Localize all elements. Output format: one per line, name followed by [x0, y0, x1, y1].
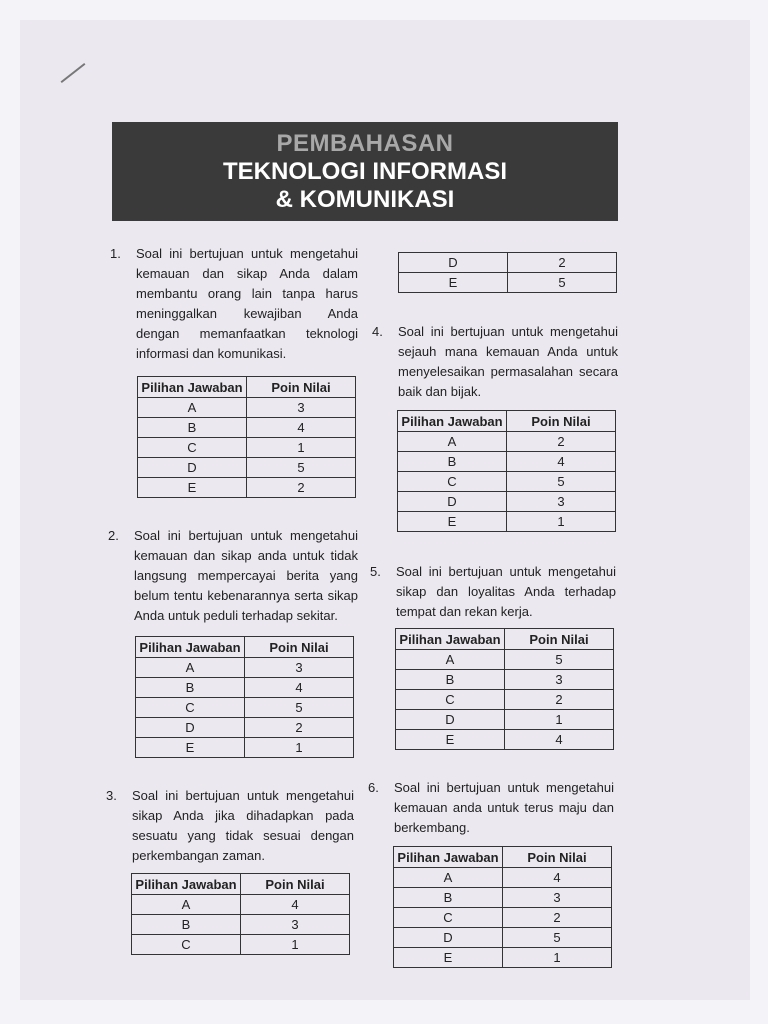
table-row [132, 935, 350, 955]
table-row [138, 398, 356, 418]
choice-cell: B [398, 452, 507, 472]
score-cell: 4 [505, 730, 614, 750]
header-choice: Pilihan Jawaban [136, 637, 245, 658]
header-score: Poin Nilai [245, 637, 354, 658]
table-header-row [132, 874, 350, 895]
choice-cell: C [396, 690, 505, 710]
table-row [136, 738, 354, 758]
choice-cell: B [138, 418, 247, 438]
choice-cell: C [132, 935, 241, 955]
score-table-4 [397, 410, 616, 532]
banner-title-line1: TEKNOLOGI INFORMASI [223, 158, 507, 185]
banner-title-line2: & KOMUNIKASI [275, 186, 455, 213]
score-cell: 5 [245, 698, 354, 718]
choice-cell: E [399, 273, 508, 293]
choice-cell: E [136, 738, 245, 758]
table-row [394, 948, 612, 968]
choice-cell: D [394, 928, 503, 948]
choice-cell: A [398, 432, 507, 452]
header-score: Poin Nilai [505, 629, 614, 650]
question-number: 2. [108, 528, 119, 543]
score-cell: 5 [247, 458, 356, 478]
question-6 [368, 778, 614, 838]
score-cell: 4 [245, 678, 354, 698]
table-row [394, 928, 612, 948]
question-number: 1. [110, 246, 121, 261]
table-row [396, 730, 614, 750]
choice-cell: A [138, 398, 247, 418]
scan-edge [750, 20, 768, 1000]
header-choice: Pilihan Jawaban [396, 629, 505, 650]
table-header-row [138, 377, 356, 398]
score-table-1 [137, 376, 356, 498]
score-cell: 5 [508, 273, 617, 293]
score-cell: 4 [241, 895, 350, 915]
score-table-3 [131, 873, 350, 955]
score-cell: 1 [503, 948, 612, 968]
title-banner [112, 122, 618, 221]
score-cell: 2 [245, 718, 354, 738]
score-cell: 1 [245, 738, 354, 758]
question-5 [370, 562, 616, 622]
score-cell: 1 [241, 935, 350, 955]
choice-cell: D [399, 253, 508, 273]
table-row [138, 438, 356, 458]
score-cell: 2 [508, 253, 617, 273]
score-cell: 2 [507, 432, 616, 452]
question-number: 4. [372, 324, 383, 339]
table-row [398, 512, 616, 532]
score-cell: 4 [247, 418, 356, 438]
table-row [396, 710, 614, 730]
header-score: Poin Nilai [247, 377, 356, 398]
choice-cell: C [394, 908, 503, 928]
table-row [136, 718, 354, 738]
question-text: Soal ini bertujuan untuk mengetahui sikap Anda jika dihadapkan pada sesuatu yang tidak sesuai dengan perkembangan zaman. [132, 788, 354, 863]
question-text: Soal ini bertujuan untuk mengetahui kemauan dan sikap Anda dalam membantu orang lain tanpa harus meninggalkan kewajiban Anda dengan memanfaatkan teknologi informasi dan komunikasi. [136, 246, 358, 361]
table-row [394, 908, 612, 928]
score-cell: 3 [503, 888, 612, 908]
score-table-5 [395, 628, 614, 750]
table-row [394, 868, 612, 888]
question-1 [110, 244, 358, 364]
header-choice: Pilihan Jawaban [394, 847, 503, 868]
score-cell: 2 [247, 478, 356, 498]
score-cell: 1 [505, 710, 614, 730]
table-row [132, 895, 350, 915]
choice-cell: A [394, 868, 503, 888]
score-table-2 [135, 636, 354, 758]
table-row [136, 678, 354, 698]
table-row [394, 888, 612, 908]
score-table-3-continued [398, 252, 617, 293]
question-4 [372, 322, 618, 402]
header-choice: Pilihan Jawaban [138, 377, 247, 398]
score-cell: 2 [505, 690, 614, 710]
choice-cell: C [138, 438, 247, 458]
table-row [399, 273, 617, 293]
table-row [398, 472, 616, 492]
table-row [399, 253, 617, 273]
choice-cell: E [396, 730, 505, 750]
table-header-row [396, 629, 614, 650]
score-table-6 [393, 846, 612, 968]
choice-cell: A [136, 658, 245, 678]
question-3 [106, 786, 354, 866]
choice-cell: E [394, 948, 503, 968]
table-row [136, 698, 354, 718]
score-cell: 1 [507, 512, 616, 532]
header-score: Poin Nilai [503, 847, 612, 868]
table-header-row [398, 411, 616, 432]
choice-cell: B [394, 888, 503, 908]
score-cell: 1 [247, 438, 356, 458]
table-row [396, 650, 614, 670]
question-number: 3. [106, 788, 117, 803]
banner-subtitle: PEMBAHASAN [276, 130, 454, 157]
table-header-row [394, 847, 612, 868]
choice-cell: E [398, 512, 507, 532]
choice-cell: A [396, 650, 505, 670]
table-row [398, 432, 616, 452]
choice-cell: D [396, 710, 505, 730]
table-row [138, 458, 356, 478]
score-cell: 3 [507, 492, 616, 512]
score-cell: 4 [503, 868, 612, 888]
table-row [136, 658, 354, 678]
score-cell: 3 [247, 398, 356, 418]
table-row [132, 915, 350, 935]
table-header-row [136, 637, 354, 658]
choice-cell: D [398, 492, 507, 512]
question-text: Soal ini bertujuan untuk mengetahui sikap dan loyalitas Anda terhadap tempat dan rekan kerja. [396, 564, 616, 619]
table-row [398, 492, 616, 512]
score-cell: 5 [505, 650, 614, 670]
choice-cell: D [136, 718, 245, 738]
choice-cell: C [136, 698, 245, 718]
table-row [398, 452, 616, 472]
header-choice: Pilihan Jawaban [398, 411, 507, 432]
question-text: Soal ini bertujuan untuk mengetahui sejauh mana kemauan Anda untuk menyelesaikan permasalahan secara baik dan bijak. [398, 324, 618, 399]
choice-cell: E [138, 478, 247, 498]
table-row [396, 690, 614, 710]
score-cell: 5 [507, 472, 616, 492]
choice-cell: A [132, 895, 241, 915]
table-row [396, 670, 614, 690]
score-cell: 3 [241, 915, 350, 935]
score-cell: 3 [505, 670, 614, 690]
question-number: 6. [368, 780, 379, 795]
question-text: Soal ini bertujuan untuk mengetahui kemauan dan sikap anda untuk tidak langsung mempercayai berita yang belum tentu kebenarannya serta sikap Anda untuk peduli terhadap sekitar. [134, 528, 358, 623]
choice-cell: B [132, 915, 241, 935]
choice-cell: C [398, 472, 507, 492]
header-score: Poin Nilai [241, 874, 350, 895]
choice-cell: D [138, 458, 247, 478]
table-row [138, 418, 356, 438]
header-score: Poin Nilai [507, 411, 616, 432]
question-2 [108, 526, 358, 626]
score-cell: 5 [503, 928, 612, 948]
question-number: 5. [370, 564, 381, 579]
score-cell: 4 [507, 452, 616, 472]
choice-cell: B [396, 670, 505, 690]
table-row [138, 478, 356, 498]
score-cell: 2 [503, 908, 612, 928]
header-choice: Pilihan Jawaban [132, 874, 241, 895]
score-cell: 3 [245, 658, 354, 678]
choice-cell: B [136, 678, 245, 698]
question-text: Soal ini bertujuan untuk mengetahui kemauan anda untuk terus maju dan berkembang. [394, 780, 614, 835]
